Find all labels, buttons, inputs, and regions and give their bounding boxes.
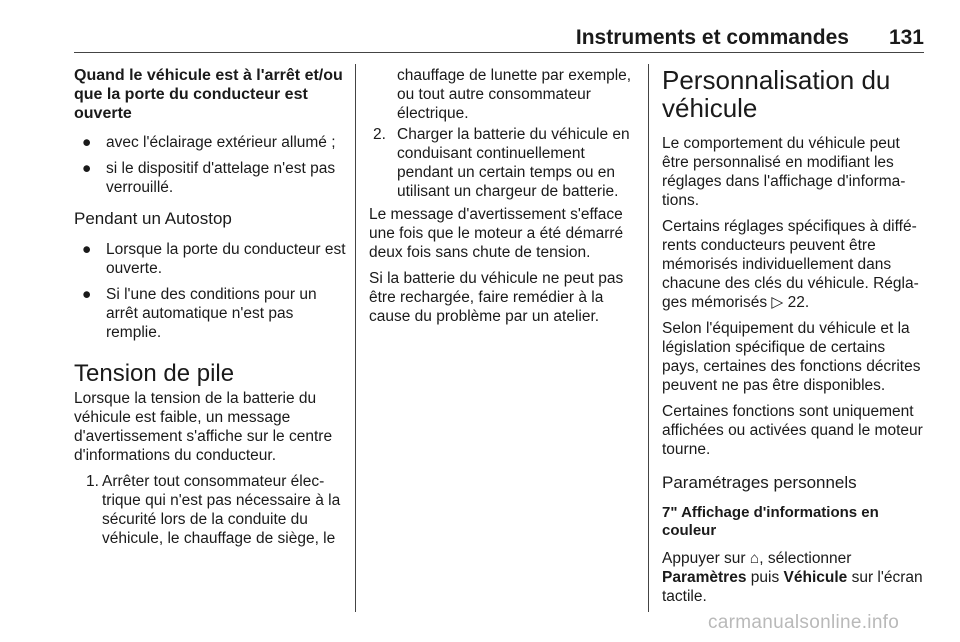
watermark: carmanualsonline.info [708, 612, 900, 633]
paragraph: Si la batterie du véhicule ne peut pas être rechargée, faire remédier à la cause du problème par un atelier. [369, 270, 624, 325]
page-reference[interactable]: 22. [787, 294, 810, 311]
arrow-right-icon: ▷ [771, 294, 784, 311]
menu-label-parametres: Paramètres [662, 569, 747, 586]
list-item-continuation: chauffage de lunette par exemple, ou tout autre consommateur électrique. [397, 67, 632, 122]
list-item: 2. Charger la batterie du véhicule en conduisant continuellement pendant un certain temps ou en utilisant un chargeur de batterie. [373, 126, 630, 200]
bullet-dot: ● [82, 241, 92, 258]
list-item: ● Si l'une des conditions pour un arrêt automatique n'est pas remplie. [82, 286, 317, 341]
column-divider [648, 64, 649, 612]
column-divider [355, 64, 356, 612]
list-item: ● si le dispositif d'attelage n'est pas verrouillé. [82, 160, 336, 196]
paragraph: Appuyer sur ⌂, sélectionner Paramètres puis Véhicule sur l'écran tactile. [662, 550, 923, 605]
bullet-dot: ● [82, 160, 92, 177]
paragraph: Certaines fonctions sont uniquement affichées ou activées quand le moteur tourne. [662, 403, 923, 458]
heading-autostop: Pendant un Autostop [74, 209, 232, 228]
bullet-dot: ● [82, 286, 92, 303]
list-item: ● avec l'éclairage extérieur allumé ; [82, 134, 336, 151]
paragraph: Certains réglages spécifiques à diffé-rents conducteurs peuvent être mémorisés individuellement dans chacune des clés du véhicule. Régla-ges mémorisés ▷ 22. [662, 218, 919, 311]
column-left [74, 66, 346, 552]
heading-display: 7" Affichage d'informations en couleur [662, 504, 879, 539]
paragraph: Le comportement du véhicule peut être personnalisé en modifiant les réglages dans l'affichage d'informa-tions. [662, 135, 906, 209]
bullet-list [74, 133, 346, 197]
bullet-dot: ● [82, 134, 92, 151]
paragraph: Selon l'équipement du véhicule et la législation spécifique de certains pays, certaines des fonctions décrites peuvent ne pas être disponibles. [662, 320, 921, 394]
heading-tension-de-pile: Tension de pile [74, 360, 235, 387]
list-item: 1. Arrêter tout consommateur élec-trique qui n'est pas nécessaire à la sécurité lors de la conduite du véhicule, le chauffage de siège, le [86, 473, 341, 547]
page-number: 131 [888, 26, 924, 49]
section-title: Instruments et commandes [575, 26, 849, 49]
paragraph: Lorsque la tension de la batterie du véhicule est faible, un message d'avertissement s'affiche sur le centre d'informations du conducteur. [74, 390, 333, 464]
numbered-list [74, 472, 346, 548]
bullet-list [74, 240, 346, 342]
home-icon: ⌂ [749, 550, 760, 567]
menu-label-vehicule: Véhicule [783, 569, 848, 586]
page-header [74, 26, 924, 53]
heading-vehicle-stopped: Quand le véhicule est à l'arrêt et/ou que la porte du conducteur est ouverte [74, 67, 343, 122]
heading-parametrages: Paramétrages personnels [662, 473, 857, 492]
column-middle [369, 66, 635, 333]
heading-personnalisation: Personnalisation du véhicule [662, 65, 891, 123]
list-item: ● Lorsque la porte du conducteur est ouverte. [82, 241, 346, 277]
column-right [662, 66, 926, 613]
paragraph: Le message d'avertissement s'efface une fois que le moteur a été démarré deux fois sans chute de tension. [369, 206, 624, 261]
